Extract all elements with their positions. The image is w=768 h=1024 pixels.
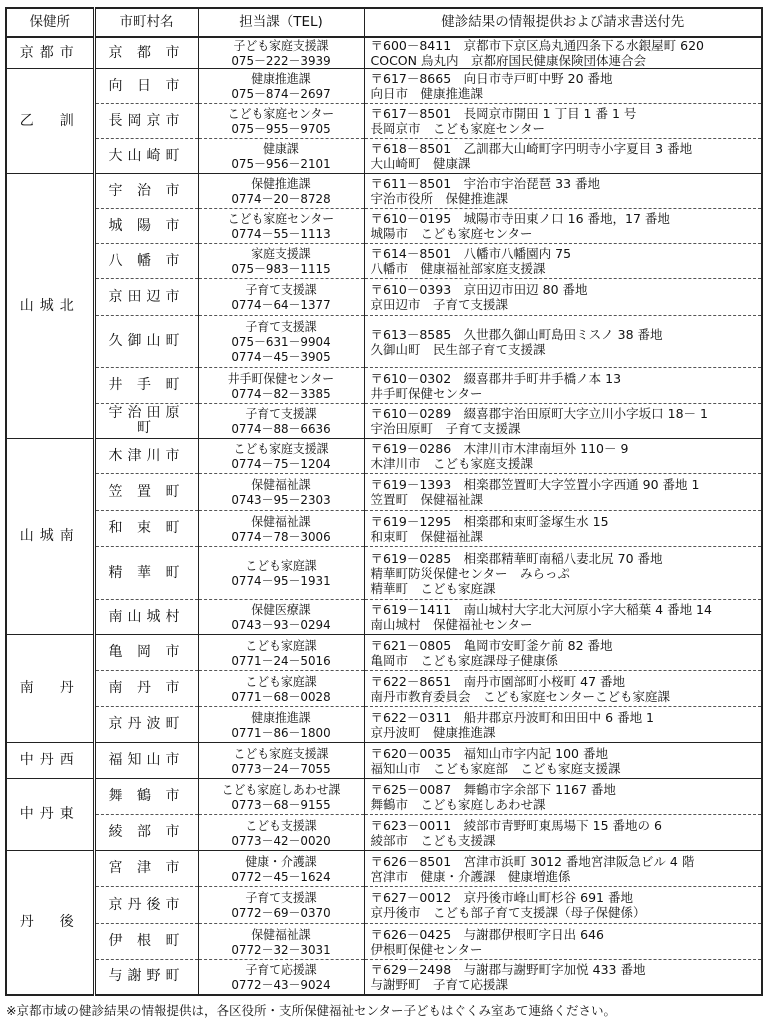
phone-number: 0774－82－3385 (231, 385, 331, 401)
recipient-line: 井手町保健センター (370, 385, 483, 401)
table-row (6, 815, 762, 851)
municipality-cell: 福知山市 (94, 743, 198, 779)
phone-number: 0774－20－8728 (231, 191, 331, 206)
recipient-line: 向日市 健康推進課 (370, 86, 484, 101)
municipality-cell: 宮 津 市 (94, 851, 198, 887)
recipient-line: 八幡市 健康福祉部家庭支援課 (370, 261, 546, 276)
department-cell (202, 104, 360, 139)
department-cell (202, 743, 360, 779)
postal-address: 〒614－8501 八幡市八幡園内 75 (370, 246, 572, 261)
postal-address: 〒600－8411 京都市下京区烏丸通四条下る水銀屋町 620 (370, 38, 705, 53)
phone-number: 0772－69－0370 (231, 905, 331, 920)
table-row (6, 209, 762, 244)
postal-address: 〒629－2498 与謝郡与謝野町字加悦 433 番地 (370, 961, 646, 977)
header-address: 健診結果の情報提供および請求書送付先 (364, 8, 762, 37)
table-row (6, 851, 762, 887)
department-cell (202, 69, 360, 104)
department-cell (202, 209, 360, 244)
address-cell (364, 511, 762, 547)
department-name: 保健福祉課 (251, 926, 311, 942)
table-row (6, 69, 762, 104)
table-row (6, 547, 762, 600)
municipality-cell: 南 丹 市 (94, 671, 198, 707)
department-cell (202, 279, 360, 316)
municipality-cell: 南山城村 (94, 600, 198, 635)
address-cell (364, 887, 762, 924)
recipient-line: 亀岡市 こども家庭課母子健康係 (370, 652, 559, 668)
phone-number: 0774－64－1377 (231, 297, 331, 312)
department-name: 保健推進課 (251, 176, 311, 191)
department-name: 保健福祉課 (251, 513, 311, 529)
postal-address: 〒619－0286 木津川市木津南垣外 110－ 9 (370, 441, 629, 456)
municipality-cell: 京 都 市 (94, 37, 198, 69)
municipality-cell: 亀 岡 市 (94, 635, 198, 671)
postal-address: 〒613－8585 久世郡久御山町島田ミスノ 38 番地 (370, 326, 663, 342)
phone-number: 075－631－9904 (231, 334, 331, 349)
department-name: 子育て支援課 (245, 406, 317, 421)
postal-address: 〒617－8665 向日市寺戸町中野 20 番地 (370, 71, 613, 86)
phone-number: 0771－24－5016 (231, 652, 331, 668)
header-municipality: 市町村名 (94, 8, 198, 37)
recipient-line: 精華町防災保健センター みらっぷ (370, 565, 571, 581)
municipality-cell: 京田辺市 (94, 279, 198, 316)
department-cell (202, 635, 360, 671)
table-row (6, 474, 762, 511)
department-cell (202, 887, 360, 924)
department-cell (202, 37, 360, 69)
postal-address: 〒619－1411 南山城村大字北大河原小字大稲葉 4 番地 14 (370, 602, 712, 617)
address-cell (364, 851, 762, 887)
department-cell (202, 851, 360, 887)
department-name: こども支援課 (245, 817, 317, 833)
department-name: 保健医療課 (251, 602, 311, 617)
address-cell (364, 104, 762, 139)
recipient-line: 南山城村 保健福祉センター (370, 617, 533, 632)
department-cell (202, 511, 360, 547)
address-cell (364, 743, 762, 779)
municipality-cell: 大山崎町 (94, 139, 198, 174)
table-row (6, 707, 762, 743)
phone-number: 0771－86－1800 (231, 724, 331, 740)
phone-number: 075－222－3939 (231, 53, 331, 68)
recipient-line: 木津川市 こども家庭支援課 (370, 456, 534, 471)
municipality-cell: 長岡京市 (94, 104, 198, 139)
footnote: ※京都市域の健診結果の情報提供は，各区役所・支所保健福祉センター子どもはぐくみ室あて連絡ください。 (6, 1003, 616, 1018)
department-cell (202, 139, 360, 174)
phone-number: 0773－24－7055 (231, 760, 331, 776)
table-row (6, 244, 762, 279)
municipality-cell: 向 日 市 (94, 69, 198, 104)
table-row (6, 174, 762, 209)
postal-address: 〒619－1393 相楽郡笠置町大字笠置小字西通 90 番地 1 (370, 477, 700, 492)
address-cell (364, 37, 762, 69)
recipient-line: 宇治市役所 保健推進課 (370, 191, 509, 206)
address-cell (364, 69, 762, 104)
recipient-line: 宇治田原町 子育て支援課 (370, 421, 521, 436)
table-row (6, 743, 762, 779)
recipient-line: 和束町 保健福祉課 (370, 528, 484, 544)
department-cell (202, 815, 360, 851)
municipality-cell: 井 手 町 (94, 368, 198, 404)
table-row (6, 960, 762, 995)
address-cell (364, 924, 762, 960)
department-name: 井手町保健センター (227, 370, 335, 386)
address-cell (364, 635, 762, 671)
phone-number: 0771－68－0028 (231, 688, 331, 704)
health-center-cell: 南 丹 (6, 635, 94, 743)
municipality-cell: 伊 根 町 (94, 924, 198, 960)
municipality-cell: 宇 治 市 (94, 174, 198, 209)
postal-address: 〒610－0289 綴喜郡宇治田原町大字立川小字坂口 18－ 1 (370, 406, 708, 421)
department-name: 健康・介護課 (245, 853, 317, 869)
department-cell (202, 707, 360, 743)
phone-number: 0772－45－1624 (231, 868, 331, 884)
table-body (6, 37, 762, 995)
recipient-line: 精華町 こども家庭課 (370, 580, 496, 596)
phone-number: 0743－93－0294 (231, 617, 331, 632)
department-cell (202, 671, 360, 707)
department-cell (202, 474, 360, 511)
municipality-cell: 舞 鶴 市 (94, 779, 198, 815)
recipient-line: 京丹波町 健康推進課 (370, 724, 496, 740)
department-name: こども家庭課 (245, 558, 317, 573)
table-row (6, 887, 762, 924)
address-cell (364, 779, 762, 815)
postal-address: 〒620－0035 福知山市字内記 100 番地 (370, 745, 608, 761)
phone-number: 0774－88－6636 (231, 421, 331, 436)
department-name: こども家庭センター (227, 211, 335, 226)
phone-number: 0772－32－3031 (231, 941, 331, 957)
health-center-cell: 山城南 (6, 439, 94, 635)
department-cell (202, 368, 360, 404)
address-cell (364, 404, 762, 439)
address-cell (364, 279, 762, 316)
municipality-cell: 久御山町 (94, 316, 198, 368)
recipient-line: 南丹市教育委員会 こども家庭センターこども家庭課 (370, 688, 671, 704)
postal-address: 〒617－8501 長岡京市開田 1 丁目 1 番 1 号 (370, 106, 637, 121)
department-name: こども家庭課 (245, 673, 317, 689)
department-cell (202, 174, 360, 209)
postal-address: 〒621－0805 亀岡市安町釜ケ前 82 番地 (370, 637, 613, 653)
table-row (6, 511, 762, 547)
address-cell (364, 139, 762, 174)
department-name: 健康推進課 (251, 71, 311, 86)
postal-address: 〒627－0012 京丹後市峰山町杉谷 691 番地 (370, 890, 633, 905)
address-cell (364, 707, 762, 743)
department-cell (202, 600, 360, 635)
postal-address: 〒623－0011 綾部市青野町東馬場下 15 番地の 6 (370, 817, 662, 833)
postal-address: 〒610－0302 綴喜郡井手町井手橋ノ本 13 (370, 370, 622, 386)
department-cell (202, 547, 360, 600)
address-cell (364, 815, 762, 851)
recipient-line: 笠置町 保健福祉課 (370, 492, 484, 507)
address-cell (364, 960, 762, 995)
phone-number: 075－955－9705 (231, 121, 331, 136)
department-name: こども家庭センター (227, 106, 335, 121)
recipient-line: 大山崎町 健康課 (370, 156, 471, 171)
table-row (6, 37, 762, 69)
recipient-line: 久御山町 民生部子育て支援課 (370, 341, 546, 357)
department-cell (202, 960, 360, 995)
municipality-cell: 笠 置 町 (94, 474, 198, 511)
address-cell (364, 316, 762, 368)
recipient-line: 京丹後市 こども部子育て支援課（母子保健係） (370, 905, 646, 920)
table-row (6, 404, 762, 439)
health-center-cell: 丹 後 (6, 851, 94, 995)
postal-address: 〒610－0195 城陽市寺田東ノ口 16 番地，17 番地 (370, 211, 670, 226)
recipient-line: 与謝野町 子育て応援課 (370, 976, 509, 992)
address-cell (364, 671, 762, 707)
department-name: 保健福祉課 (251, 477, 311, 492)
address-cell (364, 209, 762, 244)
table-row (6, 316, 762, 368)
department-cell (202, 924, 360, 960)
phone-number: 0774－95－1931 (231, 573, 331, 588)
municipality-cell: 八 幡 市 (94, 244, 198, 279)
address-cell (364, 474, 762, 511)
phone-number: 0774－75－1204 (231, 456, 331, 471)
postal-address: 〒626－8501 宮津市浜町 3012 番地宮津阪急ビル 4 階 (370, 853, 695, 869)
municipality-cell: 精 華 町 (94, 547, 198, 600)
department-cell (202, 439, 360, 474)
header-department: 担当課（TEL) (198, 8, 364, 37)
municipality-cell: 綾 部 市 (94, 815, 198, 851)
address-cell (364, 547, 762, 600)
phone-number: 0774－55－1113 (231, 226, 331, 241)
phone-number: 0773－68－9155 (231, 796, 331, 812)
table-row (6, 779, 762, 815)
recipient-line: 京田辺市 子育て支援課 (370, 297, 509, 312)
address-cell (364, 600, 762, 635)
phone-number: 075－874－2697 (231, 86, 331, 101)
recipient-line: COCON 烏丸内 京都府国民健康保険団体連合会 (370, 53, 646, 68)
phone-number: 0774－78－3006 (231, 528, 331, 544)
phone-number: 0774－45－3905 (231, 349, 331, 364)
health-center-cell: 中丹東 (6, 779, 94, 851)
phone-number: 075－983－1115 (231, 261, 331, 276)
health-center-cell: 山城北 (6, 174, 94, 439)
table-row (6, 368, 762, 404)
table-row (6, 104, 762, 139)
department-name: 子ども家庭支援課 (233, 38, 329, 53)
postal-address: 〒610－0393 京田辺市田辺 80 番地 (370, 282, 588, 297)
municipality-cell: 木津川市 (94, 439, 198, 474)
department-name: こども家庭しあわせ課 (221, 781, 341, 797)
phone-number: 0773－42－0020 (231, 832, 331, 848)
department-name: 家庭支援課 (251, 246, 311, 261)
recipient-line: 城陽市 こども家庭センター (370, 226, 533, 241)
address-cell (364, 368, 762, 404)
postal-address: 〒619－0285 相楽郡精華町南稲八妻北尻 70 番地 (370, 550, 663, 566)
recipient-line: 綾部市 こども支援課 (370, 832, 496, 848)
department-name: 子育て応援課 (245, 961, 317, 977)
table-row (6, 671, 762, 707)
department-cell (202, 316, 360, 368)
department-name: こども家庭支援課 (233, 745, 329, 761)
table-header-row (6, 8, 762, 37)
postal-address: 〒611－8501 宇治市宇治琵琶 33 番地 (370, 176, 601, 191)
municipality-cell: 京丹波町 (94, 707, 198, 743)
table-row (6, 924, 762, 960)
health-center-cell: 中丹西 (6, 743, 94, 779)
phone-number: 0772－43－9024 (231, 976, 331, 992)
department-name: 健康課 (263, 141, 299, 156)
department-name: こども家庭支援課 (233, 441, 329, 456)
contact-table (5, 7, 763, 996)
department-name: 子育て支援課 (245, 319, 317, 334)
table-row (6, 600, 762, 635)
postal-address: 〒619－1295 相楽郡和束町釜塚生水 15 (370, 513, 609, 529)
address-cell (364, 244, 762, 279)
postal-address: 〒622－0311 船井郡京丹波町和田田中 6 番地 1 (370, 709, 654, 725)
health-center-cell: 乙 訓 (6, 69, 94, 174)
department-cell (202, 779, 360, 815)
postal-address: 〒625－0087 舞鶴市字余部下 1167 番地 (370, 781, 616, 797)
department-name: こども家庭課 (245, 637, 317, 653)
phone-number: 075－956－2101 (231, 156, 331, 171)
recipient-line: 福知山市 こども家庭部 こども家庭支援課 (370, 760, 621, 776)
health-center-cell: 京都市 (6, 37, 94, 69)
postal-address: 〒626－0425 与謝郡伊根町字日出 646 (370, 926, 605, 942)
department-cell (202, 404, 360, 439)
header-health-center: 保健所 (6, 8, 94, 37)
municipality-cell: 和 束 町 (94, 511, 198, 547)
municipality-cell: 与謝野町 (94, 960, 198, 995)
table-row (6, 139, 762, 174)
recipient-line: 舞鶴市 こども家庭しあわせ課 (370, 796, 546, 812)
table-row (6, 279, 762, 316)
address-cell (364, 174, 762, 209)
recipient-line: 宮津市 健康・介護課 健康増進係 (370, 868, 571, 884)
department-cell (202, 244, 360, 279)
municipality-cell: 宇治田原町 (94, 404, 198, 439)
municipality-cell: 城 陽 市 (94, 209, 198, 244)
table-row (6, 635, 762, 671)
department-name: 子育て支援課 (245, 282, 317, 297)
department-name: 健康推進課 (251, 709, 311, 725)
department-name: 子育て支援課 (245, 890, 317, 905)
postal-address: 〒622－8651 南丹市園部町小桜町 47 番地 (370, 673, 626, 689)
recipient-line: 長岡京市 こども家庭センター (370, 121, 546, 136)
recipient-line: 伊根町保健センター (370, 941, 483, 957)
municipality-cell: 京丹後市 (94, 887, 198, 924)
postal-address: 〒618－8501 乙訓郡大山崎町字円明寺小字夏目 3 番地 (370, 141, 693, 156)
address-cell (364, 439, 762, 474)
phone-number: 0743－95－2303 (231, 492, 331, 507)
table-row (6, 439, 762, 474)
